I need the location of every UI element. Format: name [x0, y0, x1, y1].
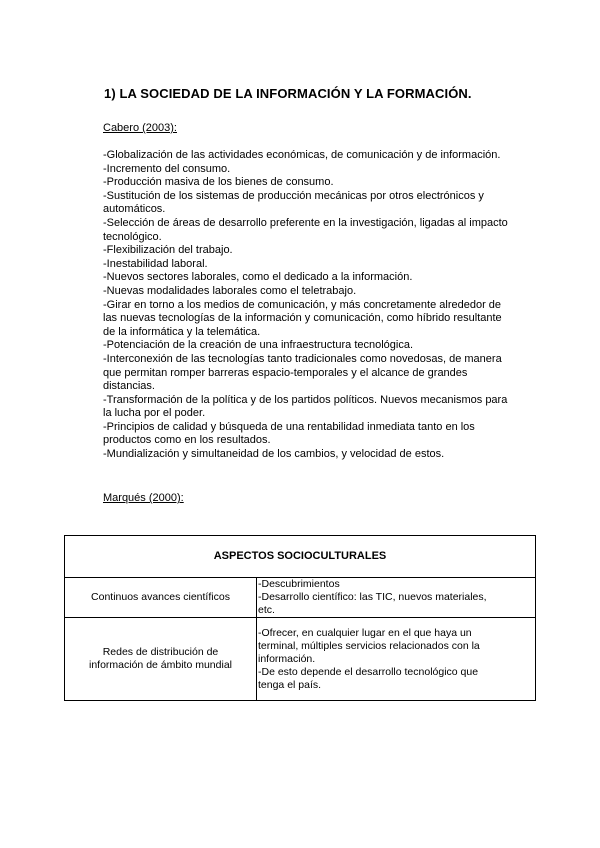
cell-line: -Ofrecer, en cualquier lugar en el que haya un: [258, 626, 472, 639]
list-line: productos como en los resultados.: [103, 434, 271, 447]
table-cell-aspect: [65, 578, 257, 618]
cell-line: -Descubrimientos: [258, 578, 340, 590]
cell-line: información.: [258, 652, 316, 665]
list-line: -Producción masiva de los bienes de consumo.: [103, 176, 334, 189]
list-line: -Incremento del consumo.: [103, 162, 231, 175]
cell-line: tenga el país.: [258, 678, 322, 691]
list-line: -Inestabilidad laboral.: [103, 257, 208, 270]
cell-line: terminal, múltiples servicios relacionados con la: [258, 639, 480, 652]
cell-line: -De esto depende el desarrollo tecnológico que: [258, 665, 479, 678]
table-cell-aspect: [65, 618, 257, 701]
source-citation-marques: Marqués (2000):: [103, 492, 184, 504]
table-header: ASPECTOS SOCIOCULTURALES: [65, 536, 536, 578]
list-line: -Nuevos sectores laborales, como el dedicado a la información.: [103, 271, 413, 284]
cell-line: Continuos avances científicos: [91, 591, 230, 603]
list-line: -Flexibilización del trabajo.: [103, 244, 233, 257]
table-cell-description: [257, 578, 536, 618]
list-line: la lucha por el poder.: [103, 407, 206, 420]
list-line: -Nuevas modalidades laborales como el teletrabajo.: [103, 284, 357, 297]
cell-line: -Desarrollo científico: las TIC, nuevos materiales,: [258, 591, 487, 603]
characteristics-list: [103, 149, 513, 462]
list-line: de la informática y la telemática.: [103, 325, 261, 338]
cell-line: información de ámbito mundial: [89, 659, 232, 671]
list-line: que permitan romper barreras espacio-temporales y el alcance de grandes: [103, 366, 468, 379]
list-line: distancias.: [103, 380, 155, 393]
list-line: -Sustitución de los sistemas de producción mecánicas por otros electrónicos y: [103, 189, 484, 202]
source-citation-cabero: Cabero (2003):: [103, 122, 177, 134]
cell-line: Redes de distribución de: [102, 646, 219, 658]
list-line: tecnológico.: [103, 230, 162, 243]
list-line: -Transformación de la política y de los partidos políticos. Nuevos mecanismos para: [103, 393, 508, 406]
list-line: las nuevas tecnologías de la información y comunicación, como híbrido resultante: [103, 312, 502, 325]
table-header-row: [65, 536, 536, 578]
list-line: automáticos.: [103, 203, 166, 216]
list-line: -Selección de áreas de desarrollo preferente en la investigación, ligadas al impacto: [103, 216, 508, 229]
list-line: -Mundialización y simultaneidad de los cambios, y velocidad de estos.: [103, 448, 445, 461]
sociocultural-aspects-table: [64, 535, 536, 701]
table-cell-description: [257, 618, 536, 701]
list-line: -Potenciación de la creación de una infraestructura tecnológica.: [103, 339, 414, 352]
list-line: -Globalización de las actividades económicas, de comunicación y de información.: [103, 149, 501, 161]
table-row: [65, 578, 536, 618]
list-line: -Principios de calidad y búsqueda de una rentabilidad inmediata tanto en los: [103, 420, 475, 433]
list-line: -Girar en torno a los medios de comunicación, y más concretamente alrededor de: [103, 298, 502, 311]
list-line: -Interconexión de las tecnologías tanto tradicionales como novedosas, de manera: [103, 352, 502, 365]
section-title: 1) LA SOCIEDAD DE LA INFORMACIÓN Y LA FORMACIÓN.: [104, 86, 472, 101]
table-row: [65, 618, 536, 701]
cell-line: etc.: [258, 604, 275, 616]
